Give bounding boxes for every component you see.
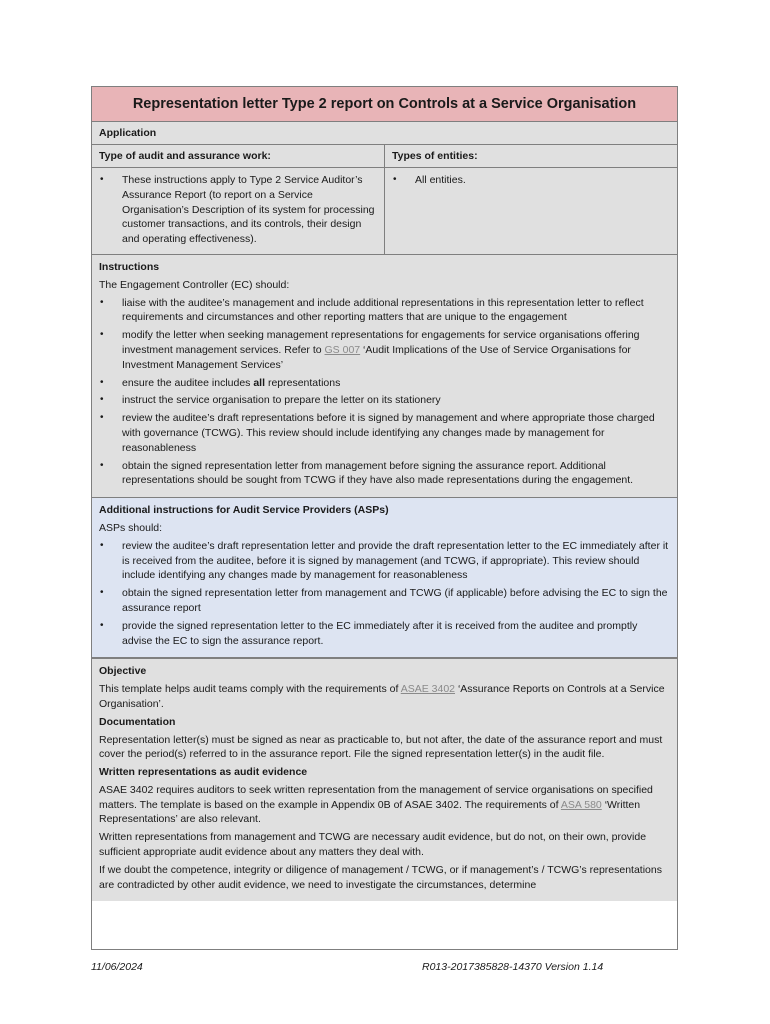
instruction-item: • liaise with the auditee’s management and include additional representations in this representation letter to reflect requirements and circumstances and other reporting matters that are unique to the engagement <box>99 296 670 326</box>
gs007-link[interactable]: GS 007 <box>324 343 361 356</box>
objective-section <box>92 658 677 901</box>
instructions-section <box>92 255 677 498</box>
entity-types-bullet: • All entities. <box>392 173 670 188</box>
asae3402-link[interactable]: ASAE 3402 <box>400 683 456 696</box>
instruction-item: • review the auditee’s draft representations before it is signed by management and where appropriate those charged with governance (TCWG). This review should include identifying any changes made by management for reasonableness <box>99 411 670 455</box>
instruction-item: • ensure the auditee includes all representations <box>99 376 670 391</box>
instruction-item: • instruct the service organisation to prepare the letter on its stationery <box>99 393 670 408</box>
application-header-row <box>92 145 677 168</box>
footer-reference: R013-2017385828-14370 Version 1.14 <box>422 961 604 973</box>
audit-work-type-bullet: • These instructions apply to Type 2 Service Auditor’s Assurance Report (to report on a Service Organisation’s Description of its system for processing customer transactions, and its controls, their design and operating effectiveness). <box>99 173 377 247</box>
objective-text: This template helps audit teams comply with the requirements of ASAE 3402 ‘Assurance Reports on Controls at a Service Organisation’. <box>99 683 665 710</box>
asp-item: • provide the signed representation letter to the EC immediately after it is received from the auditee and promptly advise the EC to sign the assurance report. <box>99 619 670 649</box>
asp-heading: Additional instructions for Audit Service Providers (ASPs) <box>99 504 389 517</box>
instruction-item: • obtain the signed representation letter from management before signing the assurance report. Additional representations should be sought from TCWG if they have also made representations during the engagement. <box>99 459 670 489</box>
asp-item: • obtain the signed representation letter from management and TCWG (if applicable) before advising the EC to sign the assurance report <box>99 586 670 616</box>
instructions-heading: Instructions <box>99 260 160 273</box>
asp-section <box>92 498 677 658</box>
asa580-link[interactable]: ASA 580 <box>560 798 602 811</box>
asp-intro: ASPs should: <box>99 521 163 534</box>
application-content-row <box>92 168 677 255</box>
footer-date: 11/06/2024 <box>91 961 143 973</box>
written-representations-text: ASAE 3402 requires auditors to seek written representation from the management of service organisations on specified matters. The template is based on the example in Appendix 0B of ASAE 3402. The requirements of ASA 580 ‘Written Representations’ are also relevant. <box>99 783 653 826</box>
entity-types-header: Types of entities: <box>392 150 478 162</box>
objective-heading: Objective <box>99 665 147 678</box>
instruction-item: • modify the letter when seeking management representations for engagements for service organisations offering investment management services. Refer to GS 007 ‘Audit Implications of the Use of Service Organisations for Investment Management Services’ <box>99 328 670 372</box>
written-representations-text-3: If we doubt the competence, integrity or diligence of management / TCWG, or if management’s / TCWG’s representations are contradicted by other audit evidence, we need to investigate the circumstances, determine <box>99 863 662 891</box>
application-label: Application <box>92 122 677 145</box>
instruction-table <box>91 86 678 950</box>
documentation-text: Representation letter(s) must be signed as near as practicable to, but not after, the date of the assurance report and must cover the period(s) referred to in the assurance report. File the signed representation letter(s) in the audit file. <box>99 733 663 761</box>
audit-work-type-header: Type of audit and assurance work: <box>92 145 385 167</box>
instructions-intro: The Engagement Controller (EC) should: <box>99 278 290 291</box>
written-representations-heading: Written representations as audit evidence <box>99 766 308 779</box>
written-representations-text-2: Written representations from management and TCWG are necessary audit evidence, but do not, on their own, provide sufficient appropriate audit evidence about any matters they deal with. <box>99 831 647 859</box>
document-title: Representation letter Type 2 report on Controls at a Service Organisation <box>92 87 677 122</box>
documentation-heading: Documentation <box>99 715 176 728</box>
asp-item: • review the auditee’s draft representation letter and provide the draft representation letter to the EC immediately after it is received from the auditee, before it is signed by management (and TCWG, if appropriate). This review should include identifying any changes made by management for reasonableness <box>99 539 670 583</box>
